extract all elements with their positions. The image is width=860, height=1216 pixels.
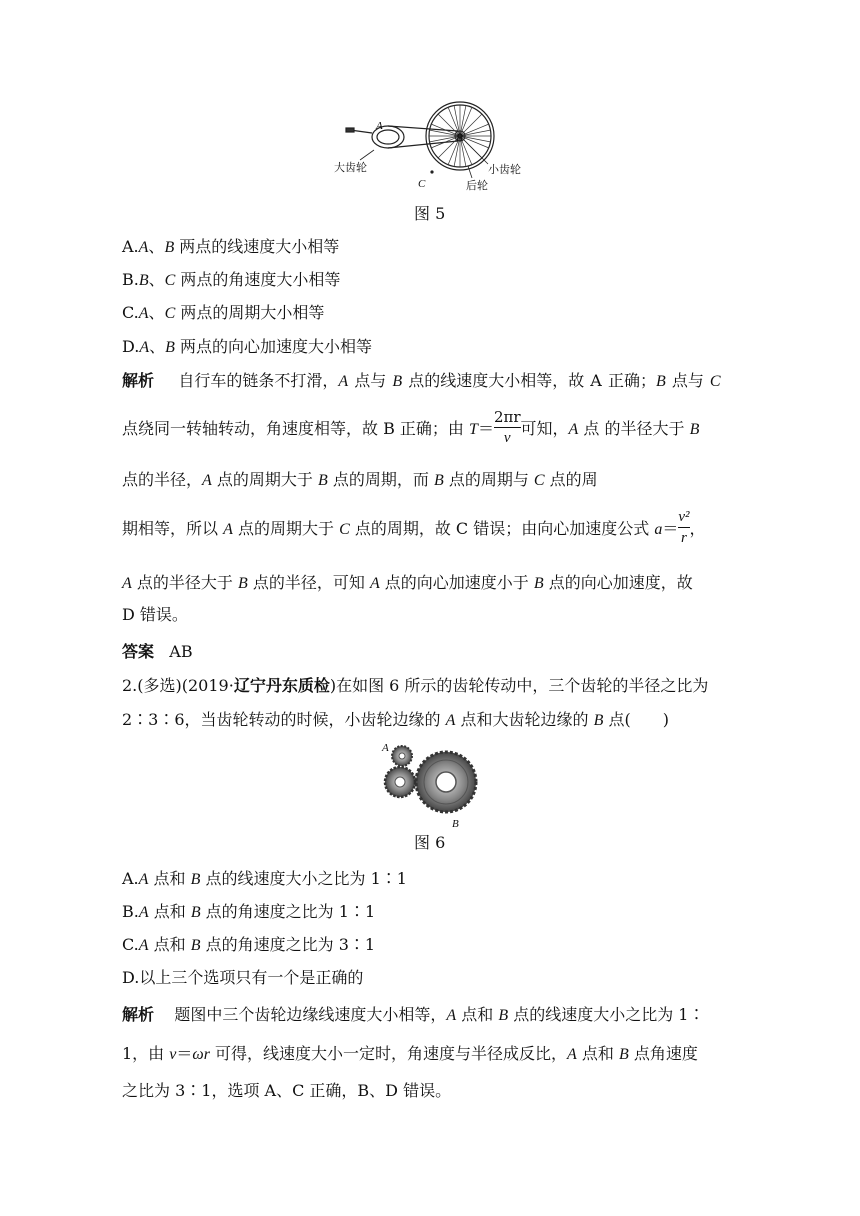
q1-option-c: C.A、C 两点的周期大小相等 bbox=[122, 303, 325, 322]
figure-5-caption: 图 5 bbox=[414, 204, 446, 223]
q2-option-c: C.A 点和 B 点的角速度之比为 3∶1 bbox=[122, 935, 376, 954]
q1-analysis-line-4: 期相等，所以 A 点的周期大于 C 点的周期，故 C 错误；由向心加速度公式 a＝ $\frac{\text{v²}}{r}$ ， bbox=[122, 509, 706, 546]
q1-analysis-line-6: D 错误。 bbox=[122, 605, 188, 624]
figure-6-caption: 图 6 bbox=[414, 833, 446, 852]
q1-analysis-line-1: 解析 自行车的链条不打滑，A 点与 B 点的线速度大小相等，故 A 正确；B 点与 C bbox=[122, 371, 721, 390]
q2-option-d: D.以上三个选项只有一个是正确的 bbox=[122, 968, 364, 987]
q1-answer-label: 答案 bbox=[122, 642, 155, 661]
q2-option-a: A.A 点和 B 点的线速度大小之比为 1∶1 bbox=[122, 869, 407, 888]
figure5-label-B: B bbox=[456, 132, 463, 144]
q1-analysis-label: 解析 bbox=[122, 371, 155, 390]
q1-analysis-line-3: 点的半径，A 点的周期大于 B 点的周期，而 B 点的周期与 C 点的周 bbox=[122, 470, 598, 489]
fraction-2pir-over-v: $\frac{2\pi r}{v}$ bbox=[493, 408, 521, 446]
figure5-label-rear-wheel: 后轮 bbox=[466, 179, 488, 192]
figure6-label-A: A bbox=[382, 742, 389, 754]
q2-analysis-line-3: 之比为 3∶1，选项 A、C 正确，B、D 错误。 bbox=[122, 1081, 452, 1100]
q1-answer bbox=[122, 641, 193, 663]
q2-stem-line-1: 2.(多选)(2019·辽宁丹东质检)在如图 6 所示的齿轮传动中，三个齿轮的半径之比为 bbox=[122, 676, 709, 695]
figure5-label-A: A bbox=[376, 120, 383, 132]
q1-analysis-line-5: A 点的半径大于 B 点的半径，可知 A 点的向心加速度小于 B 点的向心加速度，故 bbox=[122, 573, 693, 592]
q1-answer-value: AB bbox=[169, 642, 193, 661]
q2-analysis-label: 解析 bbox=[122, 1005, 155, 1024]
q2-stem-line-2: 2∶3∶6，当齿轮转动的时候，小齿轮边缘的 A 点和大齿轮边缘的 B 点( ) bbox=[122, 710, 669, 729]
q2-source: 辽宁丹东质检 bbox=[233, 676, 330, 695]
q2-analysis-line-1: 解析 题图中三个齿轮边缘线速度大小相等，A 点和 B 点的线速度大小之比为 1∶ bbox=[122, 1005, 705, 1024]
figure-6-gears-drawing bbox=[378, 738, 482, 824]
q2-option-b: B.A 点和 B 点的角速度之比为 1∶1 bbox=[122, 902, 376, 921]
fraction-v2-over-r: $\frac{\text{v²}}{r}$ bbox=[678, 509, 690, 546]
q1-option-a: A.A、B 两点的线速度大小相等 bbox=[122, 237, 340, 256]
figure5-label-C: C bbox=[418, 178, 426, 190]
figure6-label-B: B bbox=[452, 818, 459, 830]
figure5-label-small-gear: 小齿轮 bbox=[488, 163, 521, 176]
q1-option-b: B.B、C 两点的角速度大小相等 bbox=[122, 270, 341, 289]
q1-analysis-line-2: 点绕同一转轴转动，角速度相等，故 B 正确；由 T＝ $\frac{2\pi r}{v}$ 可知，A 点 的半径大于 B bbox=[122, 408, 700, 446]
figure5-label-big-gear: 大齿轮 bbox=[334, 161, 367, 174]
q2-analysis-line-2: 1，由 v＝ωr 可得，线速度大小一定时，角速度与半径成反比，A 点和 B 点角速度 bbox=[122, 1044, 698, 1063]
q1-option-d: D.A、B 两点的向心加速度大小相等 bbox=[122, 337, 373, 356]
